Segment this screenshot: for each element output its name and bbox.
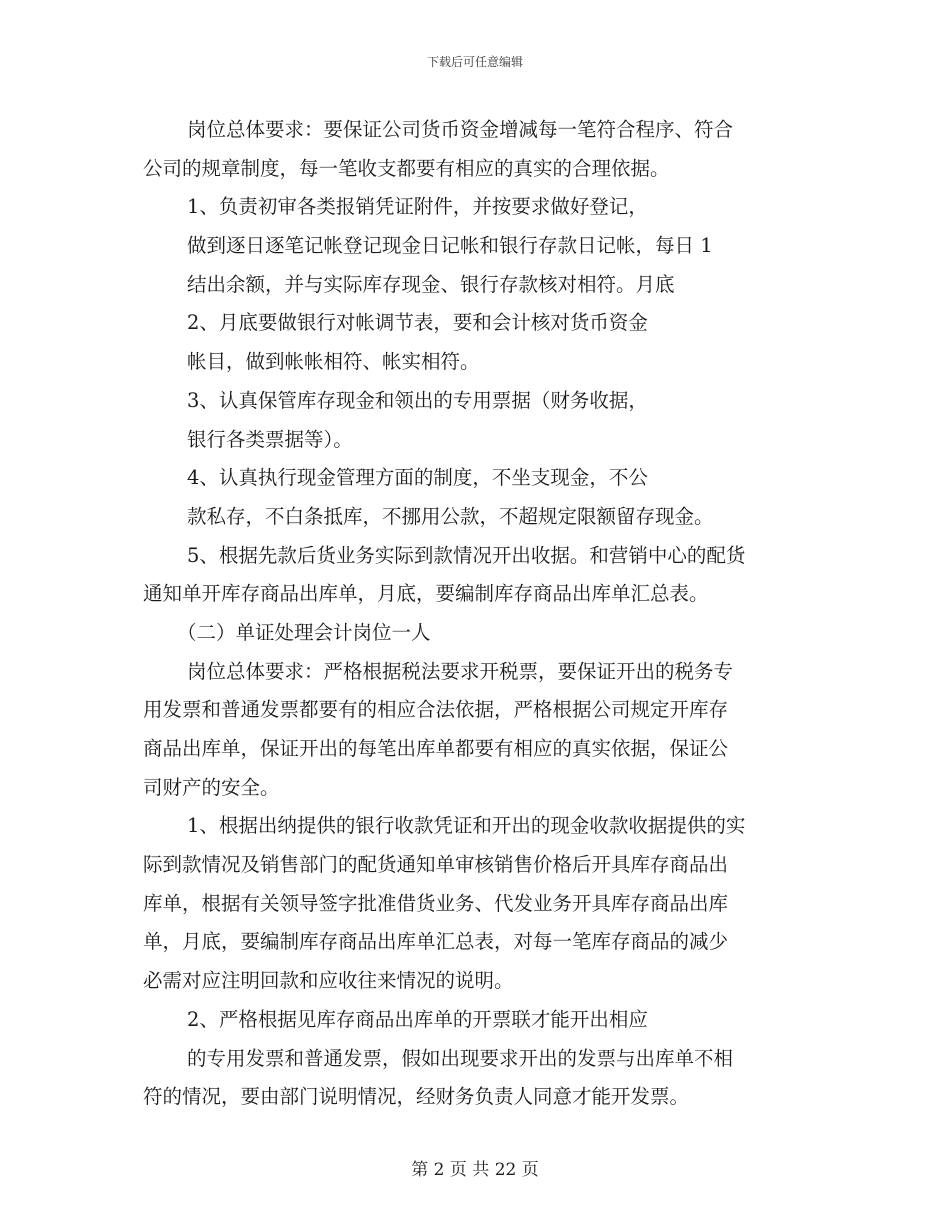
text-line: 银行各类票据等）。 — [187, 427, 353, 451]
text-line: 际到款情况及销售部门的配货通知单审核销售价格后开具库存商品出 — [143, 853, 729, 877]
text-line: 款私存，不白条抵库，不挪用公款，不超规定限额留存现金。 — [187, 504, 714, 528]
section-heading: （二）单证处理会计岗位一人 — [177, 620, 431, 644]
page-number-footer: 第 2 页 共 22 页 — [411, 1160, 539, 1180]
text-line: 5、根据先款后货业务实际到款情况开出收据。和营销中心的配货 — [187, 543, 746, 567]
text-line: 帐目，做到帐帐相符、帐实相符。 — [187, 350, 480, 374]
text-line: 1、负责初审各类报销凭证附件，并按要求做好登记， — [187, 195, 648, 219]
text-line: 岗位总体要求：要保证公司货币资金增减每一笔符合程序、符合 — [187, 118, 734, 141]
text-line: 的专用发票和普通发票，假如出现要求开出的发票与出库单不相 — [187, 1046, 734, 1070]
text-line: 4、认真执行现金管理方面的制度，不坐支现金，不公 — [187, 466, 648, 490]
text-line: 岗位总体要求：严格根据税法要求开税票，要保证开出的税务专 — [187, 659, 734, 683]
page-header-note: 下载后可任意编辑 — [426, 55, 523, 69]
text-line: 结出余额，并与实际库存现金、银行存款核对相符。月底 — [187, 272, 675, 296]
text-line: 必需对应注明回款和应收往来情况的说明。 — [143, 969, 514, 993]
text-line: 2、月底要做银行对帐调节表，要和会计核对货币资金 — [187, 311, 648, 335]
text-line: 3、认真保管库存现金和领出的专用票据（财务收据， — [187, 388, 648, 412]
text-line: 1、根据出纳提供的银行收款凭证和开出的现金收款收据提供的实 — [187, 814, 746, 838]
text-line: 库单，根据有关领导签字批准借货业务、代发业务开具库存商品出库 — [143, 891, 729, 915]
text-line: 用发票和普通发票都要有的相应合法依据，严格根据公司规定开库存 — [143, 698, 729, 722]
text-line: 商品出库单，保证开出的每笔出库单都要有相应的真实依据，保证公 — [143, 737, 729, 760]
text-line: 做到逐日逐笔记帐登记现金日记帐和银行存款日记帐，每日 1 — [187, 234, 713, 258]
text-line: 公司的规章制度，每一笔收支都要有相应的真实的合理依据。 — [143, 156, 670, 180]
text-line: 通知单开库存商品出库单，月底，要编制库存商品出库单汇总表。 — [143, 582, 709, 606]
text-line: 单，月底，要编制库存商品出库单汇总表，对每一笔库存商品的减少 — [143, 930, 729, 954]
text-line: 司财产的安全。 — [143, 775, 280, 799]
text-line: 符的情况，要由部门说明情况，经财务负责人同意才能开发票。 — [143, 1085, 690, 1109]
document-body — [143, 111, 808, 1117]
text-line: 2、严格根据见库存商品出库单的开票联才能开出相应 — [187, 1007, 648, 1031]
